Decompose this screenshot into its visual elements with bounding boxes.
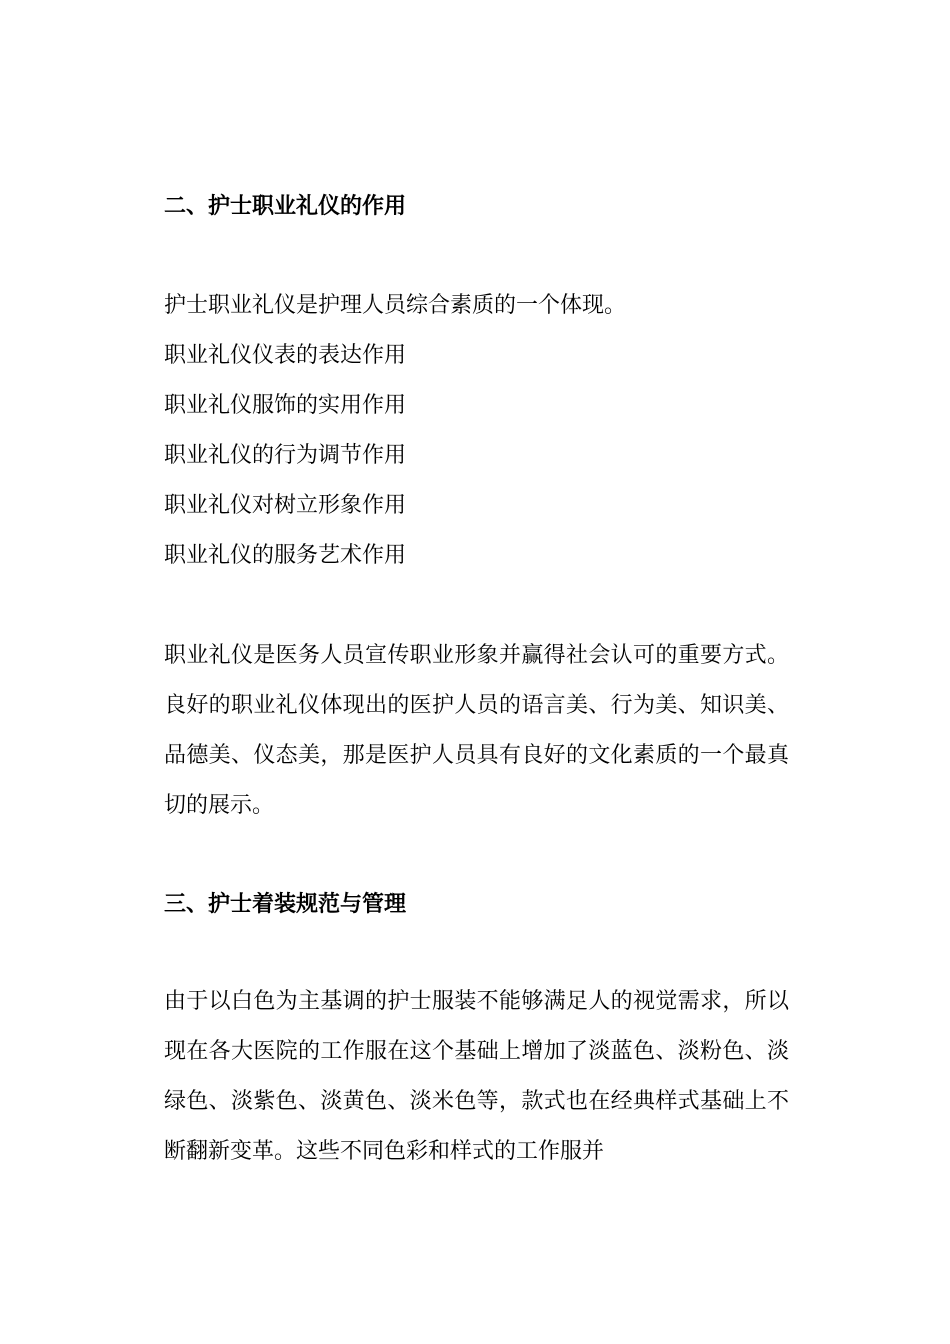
list-item: 职业礼仪的服务艺术作用 [164,543,407,568]
list-item: 职业礼仪的行为调节作用 [164,443,407,468]
list-item: 职业礼仪仪表的表达作用 [164,343,407,368]
list-item: 职业礼仪服饰的实用作用 [164,393,407,418]
section-3-paragraph: 由于以白色为主基调的护士服装不能够满足人的视觉需求，所以现在各大医院的工作服在这个基础上增加了淡蓝色、淡粉色、淡绿色、淡紫色、淡黄色、淡米色等，款式也在经典样式基础上不断翻新变革。这些不同色彩和样式的工作服并 [164,989,789,1164]
section-2-paragraph: 职业礼仪是医务人员宣传职业形象并赢得社会认可的重要方式。良好的职业礼仪体现出的医护人员的语言美、行为美、知识美、品德美、仪态美，那是医护人员具有良好的文化素质的一个最真切的展示。 [164,643,789,818]
list-item: 职业礼仪对树立形象作用 [164,493,407,518]
section-3-heading: 三、护士着装规范与管理 [164,892,407,917]
section-2-heading: 二、护士职业礼仪的作用 [164,194,407,219]
section-2-intro: 护士职业礼仪是护理人员综合素质的一个体现。 [164,293,627,318]
